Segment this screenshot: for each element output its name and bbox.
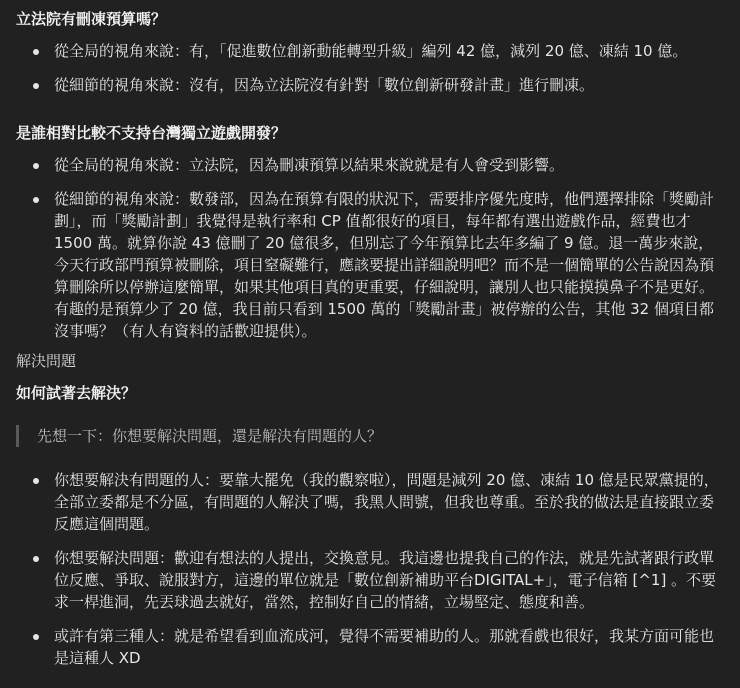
- bullet-icon: [33, 163, 39, 169]
- bullet-icon: [33, 634, 39, 640]
- list-item: [0, 188, 740, 342]
- list-item-text: 從全局的視角來說：有，「促進數位創新動能轉型升級」編列 42 億，減列 20 億、凍結 10 億。: [54, 42, 688, 60]
- list-item-text: 從細節的視角來說：沒有，因為立法院沒有針對「數位創新研發計畫」進行刪凍。: [54, 76, 595, 94]
- list-support-views: [0, 154, 740, 342]
- heading-budget-cut: 立法院有刪凍預算嗎？: [16, 10, 167, 28]
- blockquote-text: 先想一下：你想要解決問題，還是解決有問題的人？: [37, 427, 383, 445]
- section-label: 解決問題: [16, 352, 77, 370]
- bullet-icon: [33, 83, 39, 89]
- list-item: [0, 547, 740, 613]
- bullet-icon: [33, 478, 39, 484]
- list-item: [0, 469, 740, 535]
- bullet-icon: [33, 197, 39, 203]
- list-item-text: 從全局的視角來說：立法院，因為刪凍預算以結果來說就是有人會受到影響。: [54, 156, 565, 174]
- list-item: [0, 74, 740, 96]
- list-budget-views: [0, 40, 740, 96]
- list-item-text: 從細節的視角來說：數發部，因為在預算有限的狀況下，需要排序優先度時，他們選擇排除「獎勵計劃」，而「獎勵計劃」我覺得是執行率和 CP 值都很好的項目，每年都有選出遊戲作品，經費也才 1500 萬。就算你說 43 億刪了 20 億很多，但別忘了今年預算比去年多編了 9 億。退一萬步來說，今天行政部門預算被刪除，項目窒礙難行，應該要提出詳細說明吧？而不是一個簡單的公告說因為預算刪除所以停辦這麼簡單，如果其他項目真的更重要，仔細說明，讓別人也只能摸摸鼻子不是更好。有趣的是預算少了 20 億，我目前只看到 1500 萬的「獎勵計畫」被停辦的公告，其他 32 個項目都沒事嗎？（有人有資料的話歡迎提供）。: [54, 190, 715, 340]
- heading-who-less-supportive: 是誰相對比較不支持台灣獨立遊戲開發？: [16, 124, 287, 142]
- list-solutions: [0, 469, 740, 669]
- list-item: [0, 40, 740, 62]
- bullet-icon: [33, 49, 39, 55]
- blockquote: [16, 425, 382, 447]
- list-item-text: 你想要解決問題：歡迎有想法的人提出，交換意見。我這邊也提我自己的作法，就是先試著跟行政單位反應、爭取、說服對方，這邊的單位就是「數位創新補助平台DIGITAL+」，電子信箱 [^1] 。不要求一桿進洞，先丟球過去就好，當然，控制好自己的情緒，立場堅定、態度和善。: [54, 549, 717, 611]
- bullet-icon: [33, 556, 39, 562]
- list-item-text: 或許有第三種人：就是希望看到血流成河，覺得不需要補助的人。那就看戲也很好，我某方面可能也是這種人 XD: [54, 627, 715, 667]
- heading-how-to-solve: 如何試著去解決？: [16, 384, 137, 402]
- list-item-text: 你想要解決有問題的人：要靠大罷免（我的觀察啦），問題是減列 20 億、凍結 10 億是民眾黨提的，全部立委都是不分區，有問題的人解決了嗎，我黑人問號，但我也尊重。至於我的做法是直接跟立委反應這個問題。: [54, 471, 719, 533]
- list-item: [0, 625, 740, 669]
- list-item: [0, 154, 740, 176]
